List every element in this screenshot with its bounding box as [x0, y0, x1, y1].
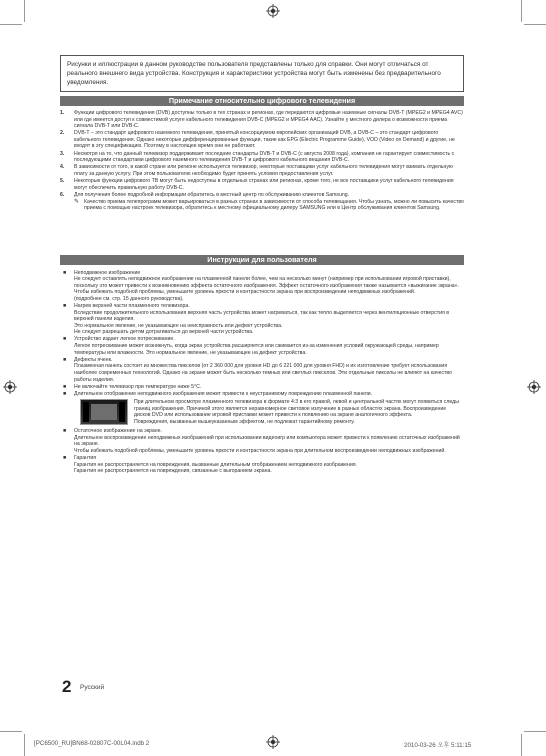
screen-burn-in-image: [80, 399, 128, 425]
note-item: [60, 130, 464, 150]
note-text: В зависимости от того, в какой стране или регионе используется телевизор, некоторые поставщики услуг кабельного телевидения могут взимать отдельную плату за данную услугу. При этом пользователю необходимо будет принять условия предоставления услуг.: [74, 164, 453, 177]
instruction-text: Гарантия не распространяется на повреждения, связанные с выгоранием экрана.: [74, 468, 272, 475]
note-number: 2.: [60, 130, 65, 137]
bullet-icon: ■: [63, 428, 67, 435]
bullet-icon: ■: [63, 336, 67, 343]
instruction-text: (подробнее см. стр. 15 данного руководства).: [74, 295, 184, 302]
instruction-text: Не следует оставлять неподвижное изображение на плазменной панели более, чем на несколько минут (например при использовании игровой приставки), поскольку это может привести к возникновению эффекта остаточного изображения. Эффект остаточного изображения также называется «выжигание экрана». Чтобы избежать подобной проблемы, уменьшите уровень яркости и контрастности экрана при воспроизведении неподвижных изображений.: [74, 276, 460, 296]
bullet-icon: ■: [63, 356, 67, 363]
section-title-user-instructions: Инструкции для пользователя: [60, 255, 464, 265]
note-item: [60, 164, 464, 177]
disclaimer-notice: Рисунки и иллюстрации в данном руководстве пользователя представлены только для справки. Они могут отличаться от реального внешнего вида устройства. Конструкция и характеристики устройства могут быть изменены без предварительного уведомления.: [60, 55, 464, 92]
note-item: [60, 192, 464, 199]
instruction-title: Не включайте телевизор при температуре ниже 5°C.: [74, 383, 202, 390]
instruction-text: Длительное воспроизведение неподвижных изображений при использовании видеоигр или компьютера может привести к появлению остаточных изображений на экране.: [74, 434, 460, 448]
instruction-item: [60, 384, 464, 391]
note-item: [60, 151, 464, 164]
bullet-icon: ■: [63, 302, 67, 309]
instruction-text: Чтобы избежать подобной проблемы, уменьшите уровень яркости и контрастности экрана при длительном воспроизведении неподвижных изображений.: [74, 447, 446, 454]
note-text: Несмотря на то, что данный телевизор поддерживает последние стандарты DVB-T и DVB-C (с августа 2008 года), компания не гарантирует совместимость с последующими стандартами цифрового наземного телевидения DVB-T и цифрового кабельного вещания DVB-C.: [74, 150, 455, 164]
memo-pencil-icon: ✎: [74, 198, 80, 205]
instruction-title: Нагрев верхней части плазменного телевизора.: [74, 302, 190, 309]
crop-mark: [521, 0, 522, 22]
note-text: DVB-T – это стандарт цифрового наземного телевидения, принятый консорциумом европейских организаций DVB, а DVB-C – это стандарт цифрового кабельного телевидения. Однако некоторые дифференцированные функции, такие как EPG (Electric Programme Guide), VOD (Video on Demand) и другие, не входят в эту спецификацию. Поэтому в настоящее время они не работают.: [74, 130, 455, 150]
crop-mark: [521, 734, 522, 756]
bullet-icon: ■: [63, 390, 67, 397]
crop-mark: [0, 24, 22, 25]
memo-text: Качество приема телепрограмм может варьироваться в разных странах в зависимости от способа телевещания. Чтобы узнать, можно ли повысить качество приема с помощью настроек телевизора, обратитесь к местному официальному дилеру SAMSUNG или в Центр обслуживания клиентов Samsung.: [84, 198, 464, 212]
crop-mark: [524, 24, 546, 25]
note-text: Функции цифрового телевидения (DVB) доступны только в тех странах и регионах, где передаются цифровые наземные сигналы DVB-T (MPEG2 и MPEG4 AVC) или где имеется доступ к совместимой услуге кабельного телевидения DVB-C (MPEG2 и MPEG4 AAC). Узнайте у местного дилера о возможности приема сигнала DVB-T или DVB-C.: [74, 110, 463, 130]
note-item: [60, 110, 464, 130]
section-title-digital-tv: Примечание относительно цифрового телевидения: [60, 96, 464, 106]
crop-mark: [24, 734, 25, 756]
instruction-text: Плазменная панель состоит из множества пикселов (от 2 360 000 для уровня HD до 6 221 000 для уровня FHD) и их изготовление требует использования наиболее современных технологий. Однако на экране может быть несколько темных или светлых пикселов. Эти отдельные пикселы не влияют на качество работы изделия.: [74, 363, 453, 383]
instruction-item: [60, 391, 464, 428]
registration-mark-bottom: [266, 735, 280, 749]
registration-mark-right: [527, 380, 541, 394]
instruction-item: [60, 455, 464, 475]
page-language: Русский: [80, 684, 105, 691]
note-number: 6.: [60, 191, 65, 198]
instruction-item: [60, 336, 464, 356]
print-slug-file: [PC6500_RU]BN68-02807C-00L04.indb 2: [34, 740, 150, 747]
instruction-text: При длительном просмотре плазменного телевизора в формате 4:3 в его правой, левой и центральной частях могут появиться следы границ изображения. Причиной этого является неравномерное световое излучение в разных областях экрана. Воспроизведение дисков DVD или использование игровой приставки может привести к появлению на экране аналогичного эффекта.: [134, 399, 459, 419]
registration-mark-left: [3, 380, 17, 394]
instruction-text: Легкое потрескивание может возникнуть, когда экран устройства расширяется или сжимается из-за изменения условий окружающей среды, например температуры или влажности. Это нормальное явление, не указывающее на дефект устройства.: [74, 343, 439, 356]
instruction-item: [60, 270, 464, 303]
user-instructions: [60, 269, 464, 475]
bullet-icon: ■: [63, 269, 67, 276]
burn-in-illustration-block: [80, 399, 464, 425]
page-number: 2: [62, 677, 72, 696]
instruction-text: Гарантия не распространяется на повреждения, вызванные длительным отображением неподвижного изображения.: [74, 461, 357, 468]
print-slug-date: 2010-03-26 오후 5:11:15: [404, 742, 472, 749]
note-number: 1.: [60, 110, 65, 116]
instruction-text: Повреждения, вызванные вышеуказанным эффектом, не подлежат гарантийному ремонту.: [134, 419, 355, 426]
instruction-text: Это нормальное явление, не указывающее на неисправность или дефект устройства.: [74, 322, 283, 329]
memo-note: [74, 199, 464, 212]
note-number: 5.: [60, 177, 65, 184]
digital-tv-notes: [60, 110, 464, 212]
note-item: [60, 178, 464, 191]
instruction-title: Неподвижное изображение: [74, 269, 141, 276]
bullet-icon: ■: [63, 383, 67, 390]
instruction-title: Дефекты ячеек.: [74, 356, 113, 363]
instruction-title: Длительное отображение неподвижного изображения может привести к неустранимому повреждению плазменной панели.: [74, 390, 373, 397]
note-text: Некоторые функции цифрового ТВ могут быть недоступны в отдельных странах или регионах, кроме того, не все поставщики услуг кабельного телевидения могут обеспечить правильную работу DVB-C.: [74, 177, 454, 191]
note-number: 3.: [60, 150, 65, 157]
crop-mark: [524, 731, 546, 732]
instruction-item: [60, 303, 464, 336]
instruction-text: Не следует разрешать детям дотрагиваться до верхней части устройства.: [74, 329, 254, 336]
note-number: 4.: [60, 164, 65, 171]
instruction-text: Вследствие продолжительного использования верхняя часть устройства может нагреваться, так как тепло выделяется через вентиляционные отверстия в верхней панели изделия.: [74, 309, 450, 323]
registration-mark-top: [266, 4, 280, 18]
note-text: Для получения более подробной информации обратитесь в местный центр по обслуживанию клиентов Samsung.: [74, 191, 350, 198]
instruction-title: Остаточное изображение на экране.: [74, 428, 162, 435]
instruction-item: [60, 357, 464, 383]
instruction-title: Гарантия: [74, 455, 97, 462]
instruction-item: [60, 428, 464, 454]
instruction-title: Устройство издает легкое потрескивание.: [74, 336, 175, 343]
crop-mark: [24, 0, 25, 22]
crop-mark: [0, 731, 22, 732]
bullet-icon: ■: [63, 455, 67, 462]
